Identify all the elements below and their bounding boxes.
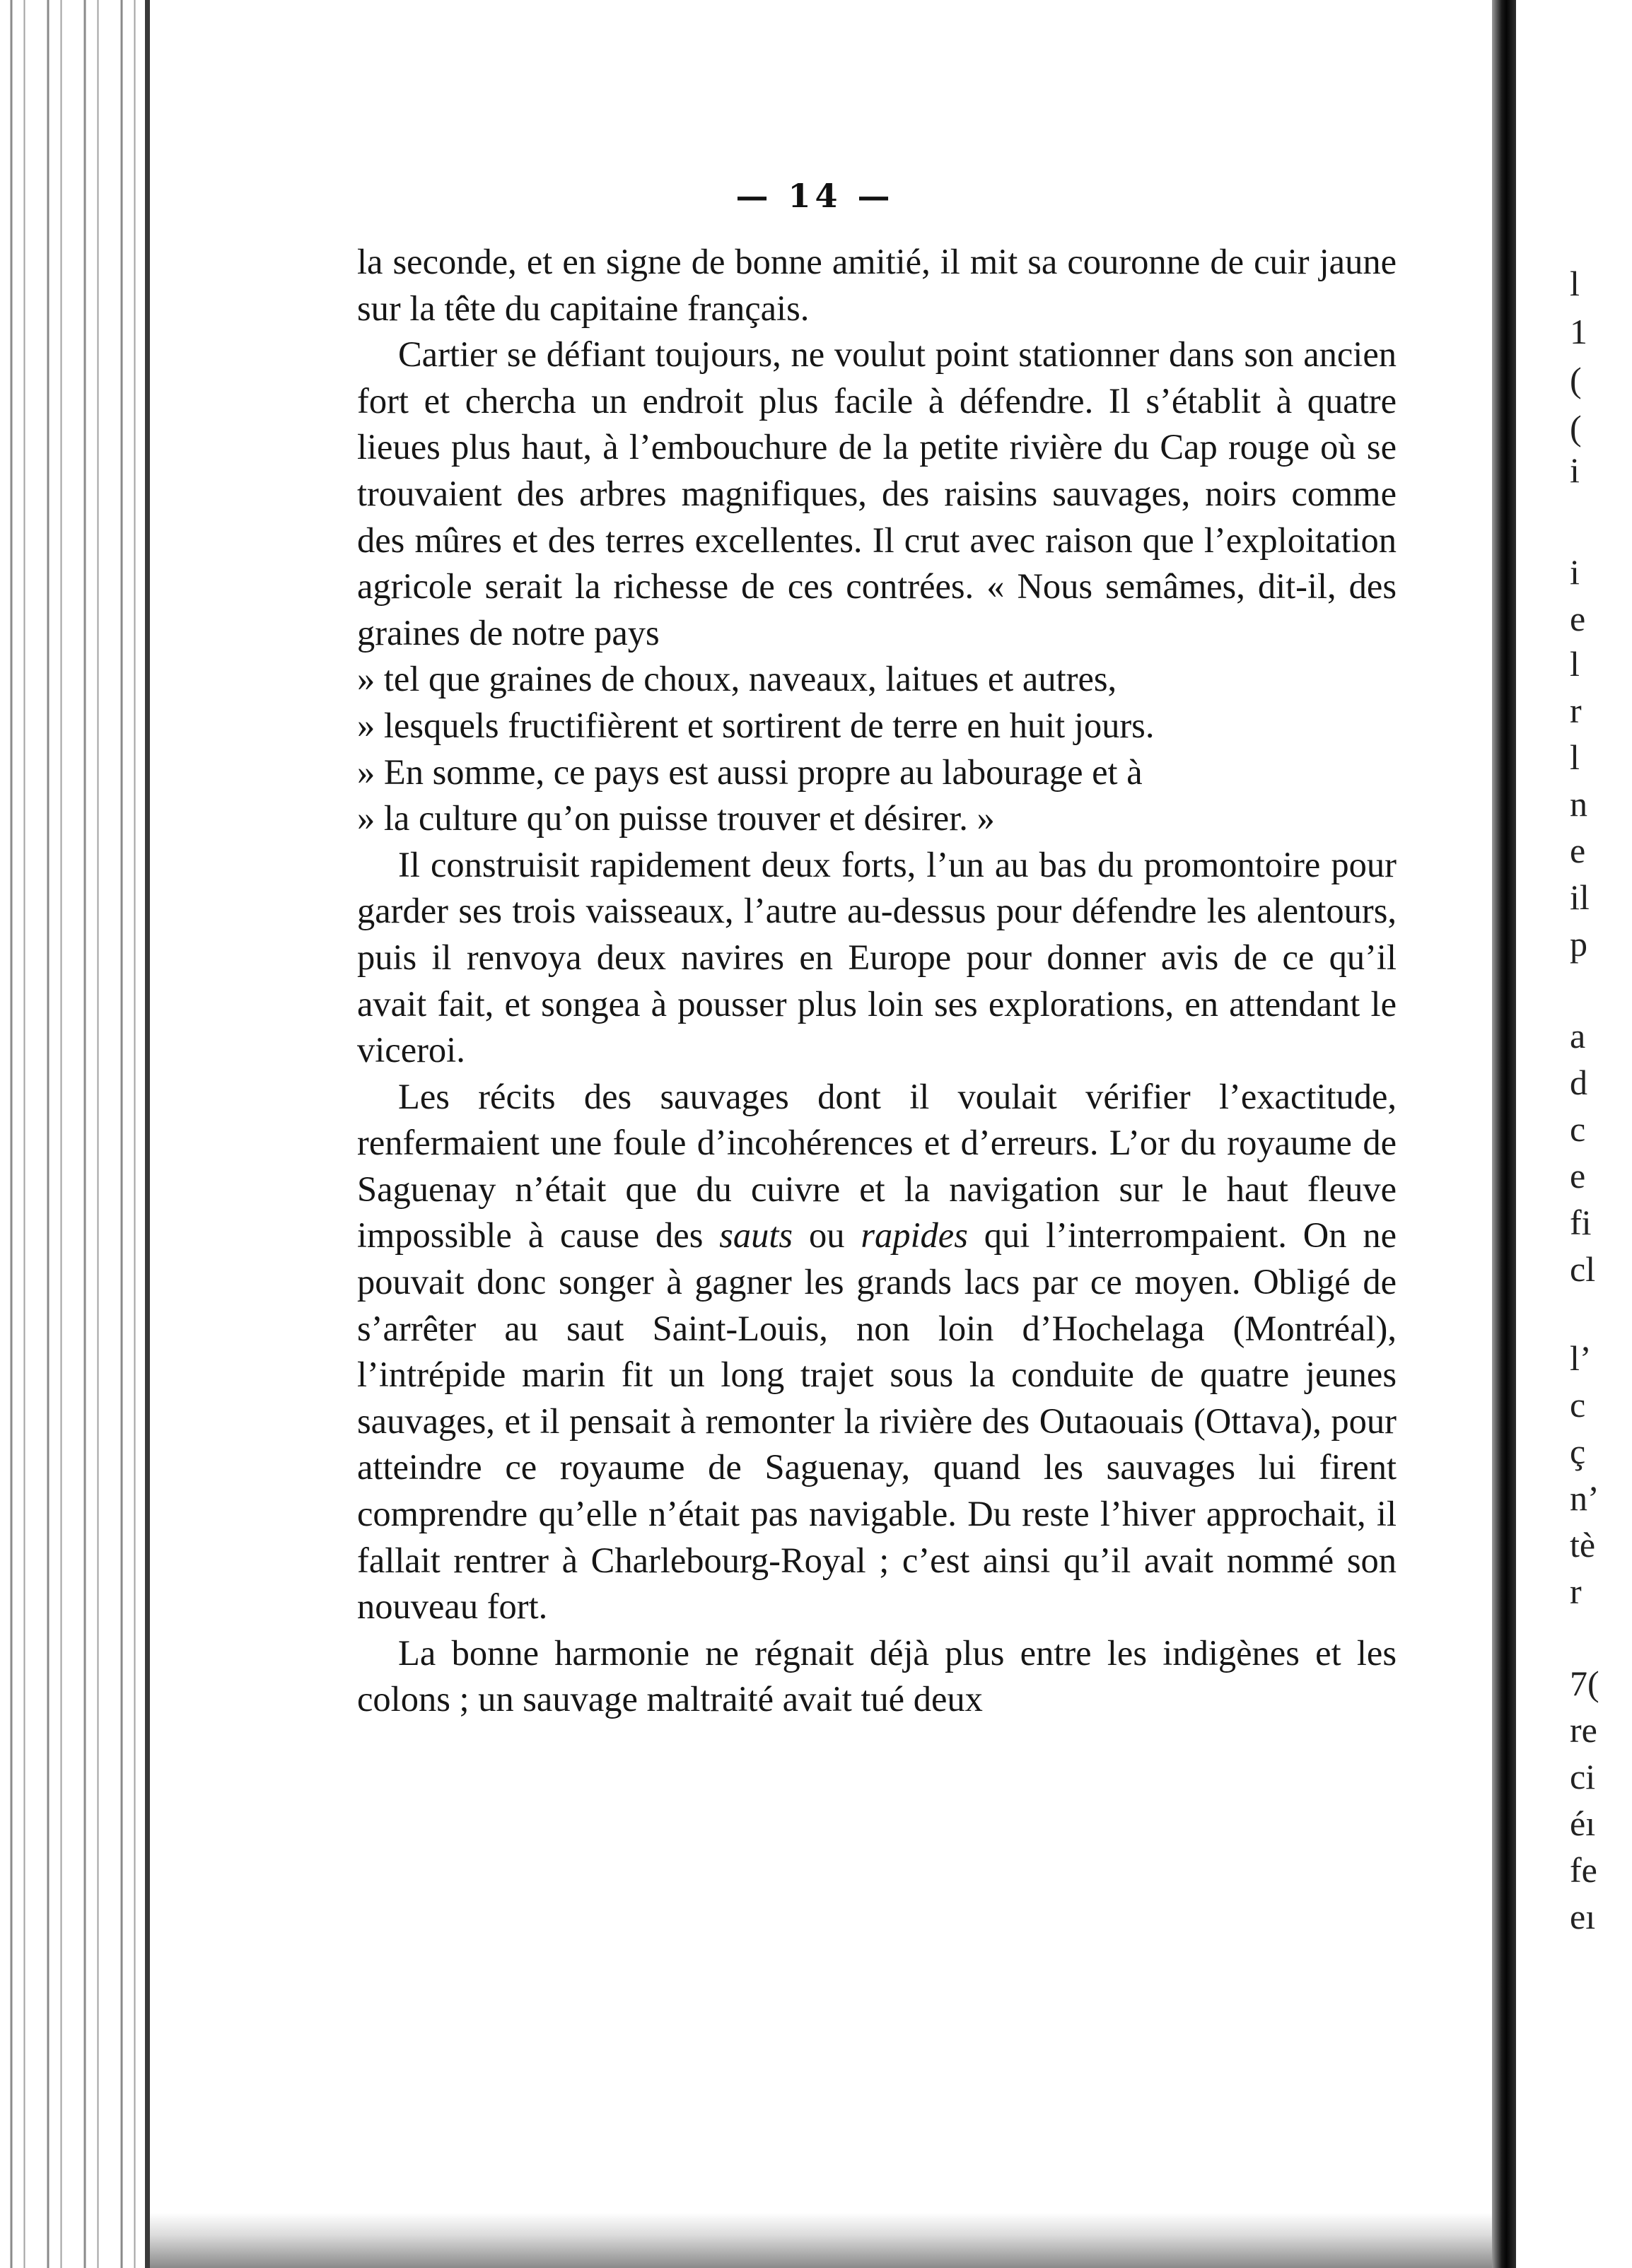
facing-page-fragments (1570, 0, 1632, 2268)
facing-page-fragment: e (1570, 831, 1586, 870)
facing-page-fragment: ( (1570, 360, 1582, 399)
paragraph-harmony: La bonne harmonie ne régnait déjà plus entre les indigènes et les colons ; un sauvage maltraité avait tué deux (357, 1632, 1397, 1719)
quote-line: » lesquels fructifièrent et sortirent de terre en huit jours. (357, 705, 1155, 745)
paragraph-savage-accounts (357, 1074, 1397, 1630)
facing-page-fragment: eı (1570, 1897, 1596, 1936)
book-spine (1492, 0, 1516, 2268)
facing-page-fragment: ç (1570, 1432, 1586, 1471)
body-text (357, 239, 1397, 1723)
facing-page-fragment: fi (1570, 1203, 1592, 1242)
facing-page-fragment: l (1570, 644, 1580, 684)
facing-page-fragment: ( (1570, 408, 1582, 448)
quote-line: » tel que graines de choux, naveaux, laitues et autres, (357, 659, 1117, 699)
paragraph-two-forts: Il construisit rapidement deux forts, l’un au bas du promontoire pour garder ses trois vaisseaux, l’autre au-dessus pour défendre les alentours, puis il renvoya deux navires en Europe pour donner avis de ce qu’il avait fait, et songea à pousser plus loin ses explorations, en attendant le viceroi. (357, 844, 1397, 1070)
facing-page-fragment: éı (1570, 1804, 1596, 1843)
paragraph-cartier-fort: Cartier se défiant toujours, ne voulut point stationner dans son ancien fort et chercha un endroit plus facile à défendre. Il s’établit à quatre lieues plus haut, à l’embouchure de la petite rivière du Cap rouge où se trouvaient des arbres magnifiques, des raisins sauvages, noirs comme des mûres et des terres excellentes. Il crut avec raison que l’exploitation agricole serait la richesse de ces contrées. « Nous semâmes, dit-il, des graines de notre pays (357, 334, 1397, 653)
paragraph-text-part: ou (793, 1215, 861, 1256)
facing-page-fragment: il (1570, 877, 1590, 917)
facing-page-fragment: p (1570, 924, 1587, 964)
facing-page-fragment: n’ (1570, 1478, 1599, 1518)
facing-page-fragment: d (1570, 1063, 1587, 1102)
facing-page-fragment: re (1570, 1710, 1597, 1750)
facing-page-fragment: e (1570, 1156, 1586, 1196)
facing-page-fragment: l (1570, 264, 1580, 303)
facing-page-fragment: tè (1570, 1525, 1596, 1565)
italic-word-rapides: rapides (861, 1215, 968, 1256)
italic-word-sauts: sauts (719, 1215, 793, 1256)
paragraph-continuation: la seconde, et en signe de bonne amitié, il mit sa couronne de cuir jaune sur la tête du capitaine français. (357, 242, 1397, 328)
facing-page-fragment: 1 (1570, 312, 1587, 351)
quote-line: » En somme, ce pays est aussi propre au labourage et à (357, 752, 1143, 792)
binding-edge-texture (0, 0, 163, 2268)
paragraph-text-part: Les récits des sauvages dont il voulait vérifier l’exactitude, renfermaient une foule d’incohérences et d’erreurs. L’or du royaume de Saguenay n’était que du cuivre et la navigation sur le haut fleuve impossible à cause des (357, 1076, 1397, 1256)
facing-page-fragment: e (1570, 599, 1586, 638)
facing-page-fragment: c (1570, 1385, 1586, 1425)
facing-page-fragment: 7( (1570, 1664, 1599, 1703)
page-bottom-shadow (150, 2213, 1493, 2268)
facing-page-fragment: n (1570, 784, 1587, 824)
page-number: — 14 — (735, 177, 894, 215)
facing-page-fragment: fe (1570, 1850, 1597, 1890)
facing-page-fragment: r (1570, 1572, 1582, 1611)
quote-line: » la culture qu’on puisse trouver et désirer. » (357, 798, 995, 838)
facing-page-fragment: i (1570, 450, 1580, 490)
paragraph-text-part: qui l’interrompaient. On ne pouvait donc songer à gagner les grands lacs par ce moyen. Obligé de s’arrêter au saut Saint-Louis, non loin d’Hochelaga (Montréal), l’intrépide marin fit un long trajet sous la conduite de quatre jeunes sauvages, et il pensait à remonter la rivière des Outaouais (Ottava), pour atteindre ce royaume de Saguenay, quand les sauvages lui firent comprendre qu’elle n’était pas navigable. Du reste l’hiver approchait, il fallait rentrer à Charlebourg-Royal ; c’est ainsi qu’il avait nommé son nouveau fort. (357, 1215, 1397, 1627)
facing-page-fragment: cl (1570, 1249, 1596, 1289)
facing-page-fragment: l’ (1570, 1338, 1592, 1378)
facing-page-fragment: c (1570, 1109, 1586, 1149)
facing-page-fragment: ci (1570, 1757, 1596, 1796)
facing-page-fragment: a (1570, 1016, 1586, 1056)
facing-page-fragment: l (1570, 737, 1580, 777)
facing-page-fragment: r (1570, 691, 1582, 730)
facing-page-fragment: i (1570, 552, 1580, 592)
